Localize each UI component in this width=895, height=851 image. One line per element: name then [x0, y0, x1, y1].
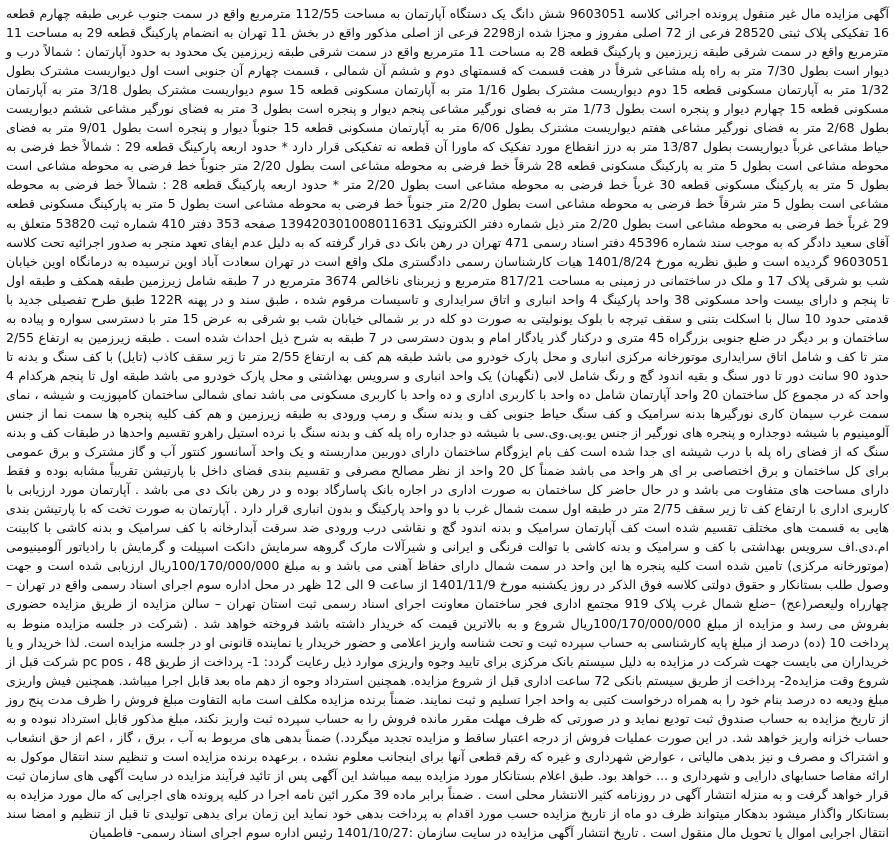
notice-body-text: آگهی مزایده مال غیر منقول پرونده اجرائی کلاسه 9603051 شش دانگ یک دستگاه آپارتمان به مساحت 112/55 مترمربع واقع در سمت جنوب غربی طبقه چهارم قطعه 16 تفکیکی پلاک ثبتی 28520 فرعی از 72 اصلی مفروز و مجزا شده از2298 فرعی از اصلی مذکور واقع در بخش 11 تهران به انضمام پارکینگ قطعه 29 به مساحت 11 مترمربع واقع در سمت شرقی طبقه زیرزمین و پارکینگ قطعه 28 به مساحت 11 مترمربع واقع در سمت شرقی طبقه زیرزمین یک محدود به حدود آپارتمان : شمالاً درب و دیوار است بطول 7/30 متر به راه پله مشاعی شرقاً در هفت قسمت که قسمتهای دوم و ششم آن شمالی ، قسمت چهارم آن جنوبی است اول دیواریست مشترک بطول 1/32 متر به آپارتمان مسکونی قطعه 15 دوم دیواریست مشترک بطول 1/16 متر به آپارتمان مسکونی قطعه 15 سوم دیواریست مشترک بطول 3/18 متر به آپارتمان مسکونی قطعه 15 چهارم دیوار و پنجره است بطول 1/73 متر به فضای نورگیر مشاعی پنجم دیوار و پنجره است بطول 3 متر به فضای نورگیر مشاعی ششم دیواریست بطول 2/68 متر به فضای نورگیر مشاعی هفتم دیواریست مشترک بطول 6/06 متر به آپارتمان مسکونی قطعه 15 جنوباً دیوار و پنجره است بطول 9/01 متر به فضای حیاط مشاعی غرباً دیواریست بطول 13/87 متر به درز انقطاع مورد تفکیک که ماورا آن قطعه نه تفکیکی قرار دارد * حدود اربعه پارکینگ قطعه 29 : شمالاً خط فرضی به محوطه مشاعی است بطول 5 متر به پارکینگ مسکونی قطعه 28 شرقاً خط فرضی به محوطه مشاعی است بطول 2/20 متر جنوباً خط فرضی به محوطه مشاعی است بطول 5 متر به پارکینگ مسکونی قطعه 30 غرباً خط فرضی به محوطه مشاعی است بطول 2/20 متر * حدود اربعه پارکینگ قطعه 28 : شمالاً خط فرضی به محوطه مشاعی است بطول 5 متر شرقاً خط فرضی به محوطه مشاعی است بطول 2/20 متر جنوباً خط فرضی به محوطه مشاعی است بطول 5 متر به پارکینگ مسکونی قطعه 29 غرباً خط فرضی به محوطه مشاعی است بطول 2/20 متر ذیل شماره دفتر الکترونیک 139420301008011631 صفحه 353 دفتر 410 شماره ثبت 53820 متعلق به آقای سعید دادگر که به موجب سند شماره 45396 دفتر اسناد رسمی 471 تهران در رهن بانک دی قرار گرفته که به دلیل عدم ایفای تعهد منجر به صدور اجرائیه تحت کلاسه 9603051 گردیده است و طبق نظریه مورخ 1401/8/24 هیات کارشناسان رسمی دادگستری ملک واقع است در تهران سعادت آباد اوین نرسیده به درمانگاه اوین خیابان شب بو شرقی پلاک 17 و ملک در ساختمانی در زمینی به مساحت 817/21 مترمربع و زیربنای ناخالص 3674 مترمربع در 7 طبقه شامل زیرزمین طبقه همکف و طبقه اول تا پنجم و دارای بیست واحد مسکونی 38 واحد پارکینگ 4 واحد انباری و اتاق سرایداری و تاسیسات مرقوم شده ، طبق سند و در پهنه 122R طبق طرح تفصیلی جدید با قدمتی حدود 10 سال با اسکلت بتنی و سقف تیرچه با بلوک یونولیتی به صورت دو کله در بر شمالی خیابان شب بو شرقی به عرض 15 متر با دسترسی سواره و پیاده به ساختمان و بر دیگر در ضلع جنوبی بزرگراه 45 متری و درکنار گذر یادگار امام و بدون دسترسی در 7 طبقه به شرح ذیل احداث شده است . طبقه زیرزمین به ارتفاع 2/55 متر تا کف و شامل اتاق سرایداری موتورخانه مرکزی انباری و محل پارک خودرو می باشد طبقه هم کف به ارتفاع 2/55 متر تا زیر سقف کاذب (تایل) با کف سنگ و بدنه تا حدود 90 سانت دور تا دور سنگ و بقیه اندود گچ و رنگ شامل لابی (نگهبان) یک واحد انباری و سرویس بهداشتی و محل پارک خودرو می باشد طبقه اول تا پنجم هرکدام 4 واحد که در مجموع کل ساختمان 20 واحد آپارتمان شامل ده واحد با کاربری اداری و ده واحد با کاربری مسکونی می باشد نمای شمالی ساختمان کامپوزیت و شیشه ، نمای سمت غرب سیمان کاری نورگیرها بدنه سرامیک و کف سنگ حیاط جنوبی کف و بدنه سنگ و رمپ ورودی به طبقه زیرزمین و هم کف کلیه پنجره ها سمت نما از جنس آلومینیوم با شیشه دوجداره و پنجره های نورگیر از جنس یو.پی.وی.سی با شیشه دو جداره راه پله کف و بدنه سنگ با نرده استیل راهرو تقسیم واحدها در طبقات کف و بدنه سنگ که از فضای راه پله با درب شیشه ای جدا شده است کف بام ایزوگام ساختمان دارای دوربین مداربسته و یک واحد آسانسور کنتور آب و گاز مشترک و برق عمومی برای کل ساختمان و برق اختصاصی بر ای هر واحد می باشد ضمناً کل 20 واحد از نظر مصالح مصرفی و تقسیم بندی فضای داخل با پارتیشن تقریباً مشابه بوده و فقط دارای مساحت های متفاوت می باشد و در حال حاضر کل ساختمان به صورت اداری در اجاره بانک پاسارگاد بوده و در رهن بانک دی می باشد . آپارتمان مورد ارزیابی با کاربری اداری با ارتفاع کف تا زیر سقف 2/75 متر در طبقه اول سمت شمال غرب با دو واحد پارکینگ و بدون انباری قرار دارد . آپارتمان به صورت تخت که با پارتیشن بندی هایی به قسمت های مختلف تقسیم شده است کف آپارتمان سرامیک و بدنه اندود گچ و نقاشی درب ورودی ضد سرقت آبدارخانه با کف سرامیک و بدنه کاشی با کابینت ام.دی.اف سرویس بهداشتی با کف و سرامیک و بدنه کاشی با توالت فرنگی و ایرانی و شیرآلات مارک گروهه سرمایش دانکت اسپیلت و گرمایش با رادیاتور آلومینیومی (موتورخانه مرکزی) تامین شده است کلیه پنجره ها این واحد در سمت شمال دارای حفاظ آهنی می باشد و به مبلغ 100/170/000/000ریال ارزیابی شده است و جهت وصول طلب بستانکار و حقوق دولتی کلاسه فوق الذکر در روز یکشنبه مورخ 1401/11/9 از ساعت 9 الی 12 ظهر در محل اداره سوم اجرای اسناد رسمی واقع در تهران – چهارراه ولیعصر(عج) –ضلع شمال غرب پلاک 919 مجتمع اداری فجر ساختمان معاونت اجرای اسناد رسمی ثبت استان تهران – سالن مزایده از طریق مزایده حضوری بفروش می رسد و مزایده از مبلغ 100/170/000/000ریال شروع و به بالاترین قیمت که خریدار داشته باشد فروخته خواهد شد . (شرکت در جلسه مزایده منوط به پرداخت 10 (ده) درصد از مبلغ پایه کارشناسی به حساب سپرده ثبت و تحت شناسه واریز اعلامی و حضور خریدار یا نماینده قانونی او در جلسه مزایده است. لذا خریدار و یا خریداران می بایست جهت شرکت در مزایده به دلیل سیستم بانک مرکزی برای تایید وجوه واریزی موارد ذیل رعایت گردد: 1- پرداخت از طریق 48 ، pc pos شرکت قبل از شروع وقت مزایده2- پرداخت از طریق سیستم بانکی 72 ساعت اداری قبل از شروع مزایده. همچنین استرداد وجوه از دهم ماه بعد قابل اجرا میباشد. همچنین فیش واریزی مبلغ ودیعه ده درصد بنام خود را به همراه درخواست کتبی به واحد اجرا تسلیم و ثبت نمایند. ضمناً برنده مزایده مکلف است مابه التفاوت مبلغ فروش را ظرف مدت پنج روز از تاریخ مزایده به حساب صندوق ثبت تودیع نماید و در صورتی که ظرف مهلت مقرر مانده فروش را به حساب سپرده ثبت واریز نکند، مبلغ مذکور قابل استرداد نبوده و به حساب خزانه واریز خواهد شد. در این صورت عملیات فروش از درجه اعتبار ساقط و مزایده تجدید میگردد.) ضمناً بدهی های مربوط به آب ، برق ، گاز ، اعم از حق انشعاب و اشتراک و مصرف و نیز بدهی مالیاتی ، عوارض شهرداری و غیره که رقم قطعی آنها برای اینجانب معلوم نشده ، برعهده برنده مزایده است و تنظیم سند انتقال موکول به ارائه مفاصا حسابهای دارایی و شهرداری و ... خواهد بود. طبق اعلام بستانکار مورد مزایده بیمه میباشد این آگهی پس از تائید فرآیند مزایده در سایت آگهی های سازمان ثبت قرار خواهد گرفت و به منزله انتشار آگهی در روزنامه کثیر الانتشار محلی است . ضمناً برابر ماده 39 مکرر ائین نامه اجرا در کلیه پرونده های اجرایی که مال مورد مزایده به بستانکار واگذار میشود بدهکار میتواند ظرف دو ماه از تاریخ مزایده حسب مورد اقدام به پرداخت بدهی خود نماید این زمان برای بدهی تولیدی تا قبل از تنظیم و امضا سند انتقال اجرایی اموال یا تحویل مال منقول است . تاریخ انتشار آگهی مزایده در سایت سازمان :1401/10/27 رئیس اداره سوم اجرای اسناد رسمی- فاطمیان	[6, 6, 890, 841]
